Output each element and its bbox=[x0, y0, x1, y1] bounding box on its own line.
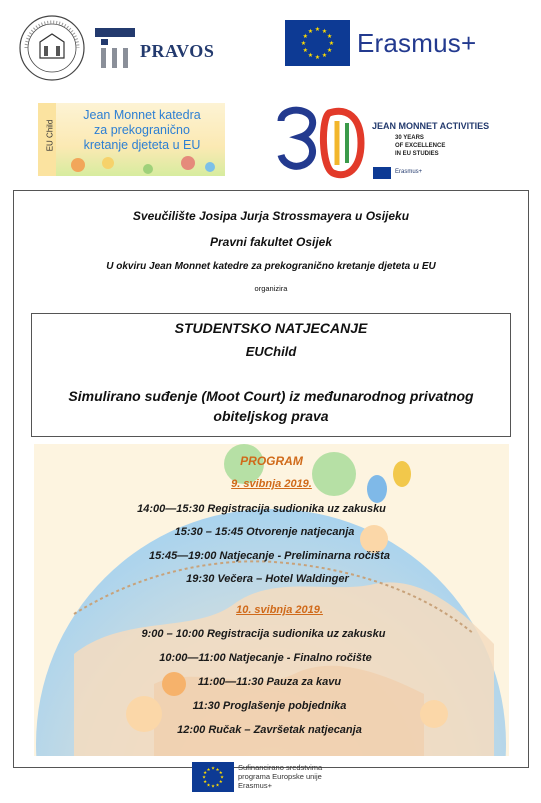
eu-star-icon: ★ bbox=[201, 774, 207, 780]
day1-date: 9. svibnja 2019. bbox=[231, 478, 312, 490]
jean-monnet-chair-banner bbox=[38, 103, 225, 176]
day2-item: 11:30 Proglašenje pobjednika bbox=[192, 700, 347, 712]
jean-monnet-chair-text: Jean Monnet katedra za prekogranično kretanje djeteta u EU bbox=[83, 108, 201, 152]
eu-star-icon: ★ bbox=[302, 34, 309, 41]
eu-child-label: EU Child bbox=[45, 119, 55, 152]
eu-star-icon: ★ bbox=[314, 27, 321, 34]
faculty-name: Pravni fakultet Osijek bbox=[209, 235, 333, 249]
program-section bbox=[34, 444, 509, 756]
eu-star-icon: ★ bbox=[302, 48, 309, 55]
eu-star-icon: ★ bbox=[203, 779, 208, 785]
erasmus-wordmark: Erasmus+ bbox=[357, 28, 477, 58]
day1-item: 19:30 Večera – Hotel Waldinger bbox=[186, 573, 349, 585]
eu-star-icon: ★ bbox=[206, 782, 211, 788]
eu-star-icon: ★ bbox=[219, 774, 225, 780]
invitation-frame bbox=[13, 190, 529, 768]
eu-star-icon: ★ bbox=[321, 53, 328, 60]
eu-star-icon: ★ bbox=[215, 766, 220, 772]
eu-flag-icon bbox=[285, 20, 350, 66]
cofunding-statement: Sufinancirano sredstvima programa Europske unije Erasmus+ bbox=[238, 763, 323, 790]
eu-star-icon: ★ bbox=[307, 53, 314, 60]
competition-subtitle: EUChild bbox=[245, 344, 297, 359]
pravos-wordmark: PRAVOS bbox=[140, 41, 215, 61]
eu-star-icon: ★ bbox=[210, 765, 216, 771]
day2-item: 12:00 Ručak – Završetak natjecanja bbox=[177, 724, 362, 736]
eu-star-icon: ★ bbox=[215, 782, 220, 788]
university-seal-logo bbox=[18, 14, 86, 82]
day1-item: 15:30 – 15:45 Otvorenje natjecanja bbox=[174, 526, 355, 538]
jean-monnet-30-years-logo bbox=[277, 103, 502, 185]
eu-star-icon: ★ bbox=[206, 766, 211, 772]
framework-line: U okviru Jean Monnet katedre za prekogranično kretanje djeteta u EU bbox=[106, 261, 436, 272]
eu-star-icon: ★ bbox=[203, 770, 208, 776]
eu-star-icon: ★ bbox=[314, 55, 321, 62]
program-title: PROGRAM bbox=[240, 454, 303, 468]
university-name: Sveučilište Josipa Jurja Strossmayera u Osijeku bbox=[132, 209, 410, 223]
eu-star-icon: ★ bbox=[218, 779, 223, 785]
day1-item: 14:00—15:30 Registracija sudionika uz zakusku bbox=[137, 503, 386, 515]
organizes-label: organizira bbox=[254, 284, 288, 293]
eu-star-icon: ★ bbox=[326, 34, 333, 41]
eu-star-icon: ★ bbox=[326, 48, 333, 55]
pravos-logo bbox=[95, 26, 220, 78]
eu-star-icon: ★ bbox=[307, 28, 314, 35]
day1-item: 15:45—19:00 Natjecanje - Preliminarna ročišta bbox=[149, 550, 390, 562]
children-illustration bbox=[38, 103, 225, 176]
eu-flag-icon bbox=[192, 762, 234, 792]
day2-item: 11:00—11:30 Pauza za kavu bbox=[197, 676, 342, 688]
eu-star-icon: ★ bbox=[210, 783, 216, 789]
competition-description: Simulirano suđenje (Moot Court) iz međunarodnog privatnog obiteljskog prava bbox=[68, 388, 474, 424]
competition-box bbox=[31, 313, 511, 437]
eu-star-icon: ★ bbox=[218, 770, 223, 776]
eu-star-icon: ★ bbox=[328, 41, 335, 48]
jm30-title: JEAN MONNET ACTIVITIES bbox=[372, 121, 490, 131]
eu-flag-icon bbox=[373, 167, 391, 179]
jm30-erasmus-label: Erasmus+ bbox=[395, 169, 423, 175]
erasmus-plus-logo bbox=[285, 20, 505, 72]
eu-star-icon: ★ bbox=[300, 41, 307, 48]
jm30-subtitle: 30 YEARS OF EXCELLENCE IN EU STUDIES bbox=[395, 135, 446, 157]
day2-item: 9:00 – 10:00 Registracija sudionika uz zakusku bbox=[141, 628, 386, 640]
eu-star-icon: ★ bbox=[321, 28, 328, 35]
competition-title: STUDENTSKO NATJECANJE bbox=[174, 320, 368, 336]
day2-item: 10:00—11:00 Natjecanje - Finalno ročište bbox=[159, 652, 372, 664]
day2-date: 10. svibnja 2019. bbox=[236, 604, 323, 616]
